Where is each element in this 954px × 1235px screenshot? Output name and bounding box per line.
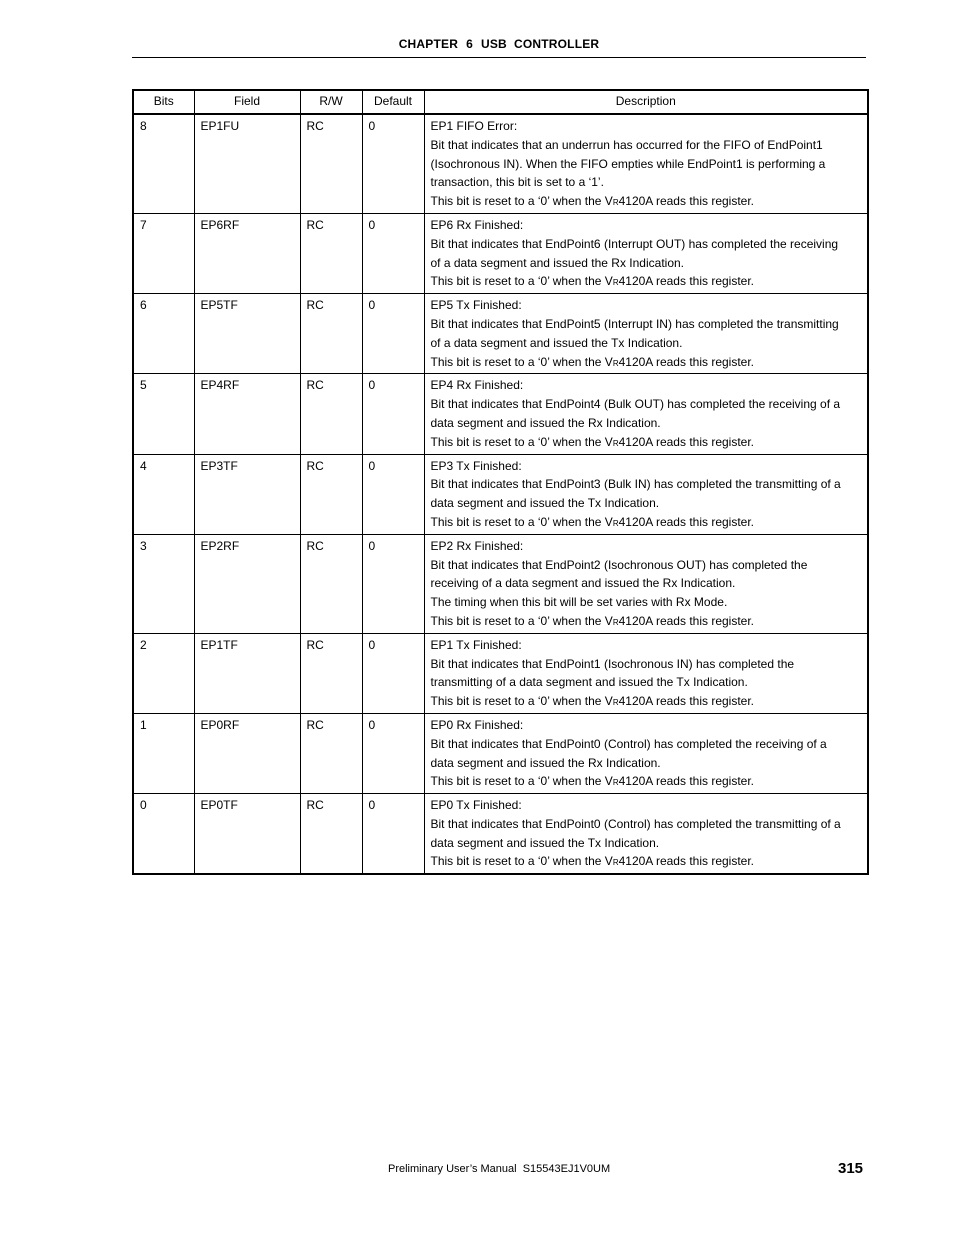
description-title: EP3 Tx Finished: (430, 458, 522, 473)
cell-default: 0 (362, 713, 424, 793)
cell-rw: RC (300, 374, 362, 454)
description-line: The timing when this bit will be set varies with Rx Mode. (430, 595, 728, 610)
chapter-header (132, 37, 866, 51)
cell-field: EP2RF (194, 534, 300, 633)
reset-note-subscript: R (612, 198, 619, 208)
cell-bits: 5 (133, 374, 194, 454)
description-line: Bit that indicates that EndPoint2 (Isochronous OUT) has completed the (430, 557, 808, 572)
column-header-field: Field (194, 90, 300, 114)
reset-note-subscript: R (612, 278, 619, 288)
description-line: Bit that indicates that EndPoint3 (Bulk IN) has completed the transmitting of a (430, 477, 841, 492)
column-header-default: Default (362, 90, 424, 114)
description-line: data segment and issued the Tx Indication. (430, 835, 660, 850)
cell-rw: RC (300, 294, 362, 374)
reset-note-prefix: This bit is reset to a ‘0’ when the V (430, 854, 613, 869)
cell-default: 0 (362, 534, 424, 633)
description-line: data segment and issued the Tx Indication. (430, 496, 660, 511)
cell-default: 0 (362, 213, 424, 293)
cell-field: EP3TF (194, 454, 300, 534)
cell-description (424, 294, 868, 374)
column-header-rw: R/W (300, 90, 362, 114)
cell-bits: 4 (133, 454, 194, 534)
reset-note-suffix: 4120A reads this register. (618, 274, 755, 289)
cell-default: 0 (362, 374, 424, 454)
reset-note-prefix: This bit is reset to a ‘0’ when the V (430, 694, 613, 709)
reset-note-suffix: 4120A reads this register. (618, 774, 755, 789)
table-row (133, 534, 868, 633)
reset-note-subscript: R (612, 438, 619, 448)
cell-field: EP1TF (194, 633, 300, 713)
description-line: transaction, this bit is set to a ‘1’. (430, 175, 604, 190)
description-line: of a data segment and issued the Rx Indication. (430, 255, 684, 270)
column-header-description: Description (424, 90, 868, 114)
description-title: EP5 Tx Finished: (430, 298, 522, 313)
cell-bits: 2 (133, 633, 194, 713)
cell-bits: 0 (133, 794, 194, 875)
description-line: Bit that indicates that EndPoint0 (Control) has completed the receiving of a (430, 736, 827, 751)
reset-note-prefix: This bit is reset to a ‘0’ when the V (430, 774, 613, 789)
description-title: EP0 Tx Finished: (430, 798, 522, 813)
description-line: Bit that indicates that EndPoint4 (Bulk OUT) has completed the receiving of a (430, 397, 841, 412)
cell-bits: 1 (133, 713, 194, 793)
cell-default: 0 (362, 633, 424, 713)
cell-field: EP4RF (194, 374, 300, 454)
cell-description (424, 213, 868, 293)
description-line: (Isochronous IN). When the FIFO empties while EndPoint1 is performing a (430, 156, 826, 171)
reset-note-subscript: R (612, 617, 619, 627)
reset-note (431, 433, 862, 454)
register-table (132, 89, 869, 875)
description-title: EP2 Rx Finished: (430, 538, 524, 553)
reset-note-prefix: This bit is reset to a ‘0’ when the V (430, 354, 613, 369)
cell-field: EP0TF (194, 794, 300, 875)
description-title: EP4 Rx Finished: (430, 378, 524, 393)
description-line: data segment and issued the Rx Indication. (430, 415, 661, 430)
cell-default: 0 (362, 294, 424, 374)
cell-bits: 3 (133, 534, 194, 633)
table-row (133, 294, 868, 374)
footer-manual: Preliminary User’s Manual S15543EJ1V0UM (388, 1163, 611, 1175)
description-line: Bit that indicates that EndPoint6 (Interrupt OUT) has completed the receiving (430, 236, 839, 251)
cell-description (424, 114, 868, 213)
cell-description (424, 534, 868, 633)
description-line: transmitting of a data segment and issued the Tx Indication. (430, 675, 748, 690)
cell-rw: RC (300, 454, 362, 534)
table-row (133, 633, 868, 713)
cell-rw: RC (300, 534, 362, 633)
description-title: EP1 FIFO Error: (430, 119, 518, 133)
reset-note (431, 612, 862, 633)
reset-note-subscript: R (612, 518, 619, 528)
cell-description (424, 374, 868, 454)
reset-note (431, 513, 862, 534)
table-row (133, 374, 868, 454)
cell-field: EP6RF (194, 213, 300, 293)
cell-description (424, 794, 868, 875)
table-row (133, 794, 868, 875)
reset-note-subscript: R (612, 778, 619, 788)
cell-description (424, 454, 868, 534)
description-line: data segment and issued the Rx Indication. (430, 755, 661, 770)
table-header-row (133, 90, 868, 114)
reset-note-subscript: R (612, 858, 619, 868)
cell-default: 0 (362, 114, 424, 213)
reset-note-subscript: R (612, 358, 619, 368)
cell-description (424, 713, 868, 793)
description-title: EP1 Tx Finished: (430, 637, 522, 652)
reset-note (431, 692, 862, 713)
table-row (133, 213, 868, 293)
reset-note-prefix: This bit is reset to a ‘0’ when the V (430, 434, 613, 449)
reset-note-prefix: This bit is reset to a ‘0’ when the V (430, 613, 613, 628)
cell-rw: RC (300, 633, 362, 713)
table-row (133, 114, 868, 213)
description-line: Bit that indicates that EndPoint0 (Control) has completed the transmitting of a (430, 816, 841, 831)
table-row (133, 454, 868, 534)
cell-field: EP0RF (194, 713, 300, 793)
cell-description (424, 633, 868, 713)
reset-note-prefix: This bit is reset to a ‘0’ when the V (430, 194, 613, 209)
reset-note-prefix: This bit is reset to a ‘0’ when the V (430, 514, 613, 529)
cell-field: EP1FU (194, 114, 300, 213)
reset-note-prefix: This bit is reset to a ‘0’ when the V (430, 274, 613, 289)
reset-note (431, 272, 862, 293)
cell-bits: 8 (133, 114, 194, 213)
cell-bits: 7 (133, 213, 194, 293)
reset-note-suffix: 4120A reads this register. (618, 434, 755, 449)
cell-bits: 6 (133, 294, 194, 374)
cell-rw: RC (300, 114, 362, 213)
cell-rw: RC (300, 794, 362, 875)
page-number: 315 (838, 1160, 864, 1177)
description-line: of a data segment and issued the Tx Indication. (430, 335, 683, 350)
description-line: Bit that indicates that an underrun has occurred for the FIFO of EndPoint1 (430, 137, 823, 152)
reset-note-suffix: 4120A reads this register. (618, 854, 755, 869)
reset-note-suffix: 4120A reads this register. (618, 354, 755, 369)
chapter-title: USB CONTROLLER (480, 37, 600, 51)
chapter-label: CHAPTER (398, 37, 459, 51)
cell-rw: RC (300, 713, 362, 793)
description-line: receiving of a data segment and issued the Rx Indication. (430, 576, 736, 591)
reset-note (431, 772, 862, 793)
reset-note-subscript: R (612, 698, 619, 708)
cell-default: 0 (362, 794, 424, 875)
cell-field: EP5TF (194, 294, 300, 374)
description-line: Bit that indicates that EndPoint5 (Interrupt IN) has completed the transmitting (430, 316, 839, 331)
reset-note-suffix: 4120A reads this register. (618, 514, 755, 529)
cell-rw: RC (300, 213, 362, 293)
description-line: Bit that indicates that EndPoint1 (Isochronous IN) has completed the (430, 656, 795, 671)
reset-note (431, 192, 862, 213)
reset-note-suffix: 4120A reads this register. (618, 613, 755, 628)
reset-note-suffix: 4120A reads this register. (618, 194, 755, 209)
description-title: EP0 Rx Finished: (430, 717, 524, 732)
header-rule (132, 57, 866, 58)
reset-note-suffix: 4120A reads this register. (618, 694, 755, 709)
description-title: EP6 Rx Finished: (430, 217, 524, 232)
chapter-number: 6 (466, 37, 473, 51)
reset-note (431, 852, 862, 873)
column-header-bits: Bits (133, 90, 194, 114)
cell-default: 0 (362, 454, 424, 534)
table-row (133, 713, 868, 793)
reset-note (431, 353, 862, 374)
